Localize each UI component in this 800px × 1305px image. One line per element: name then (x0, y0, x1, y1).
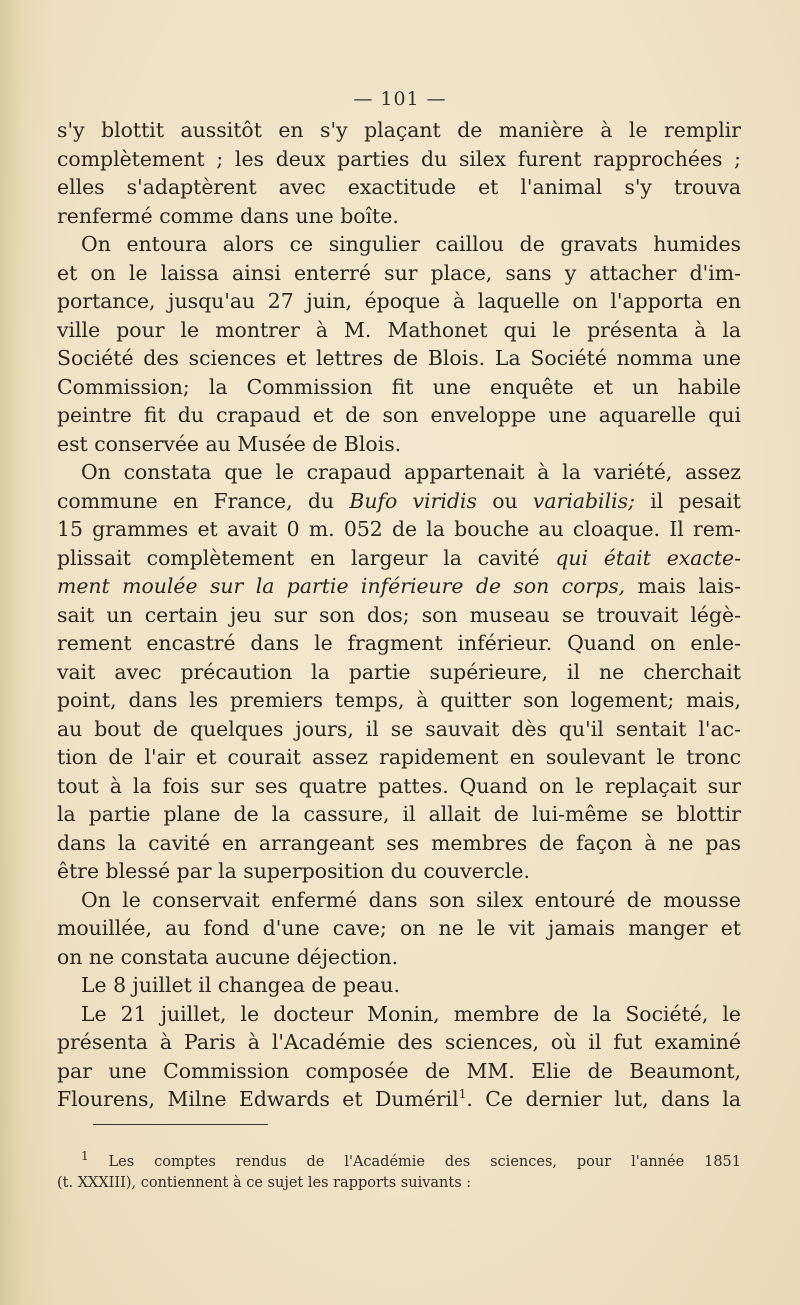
text-line: Le 21 juillet, le docteur Monin, membre de la Société, le (81, 1001, 741, 1026)
text-line: portance, jusqu'au 27 juin, époque à laquelle on l'apporta en (57, 289, 741, 313)
footnote-marker: 1 (81, 1149, 89, 1164)
text-segment: il pesait (634, 488, 742, 513)
text-line: est conservée au Musée de Blois. (57, 431, 402, 456)
italic-emphasis: qui était exacte- (555, 545, 741, 570)
text-line (57, 572, 741, 601)
italic-taxon: Bufo viridis (349, 488, 477, 513)
footnote-line: (t. XXXIII), contiennent à ce sujet les rapports suivants : (57, 1175, 472, 1191)
text-line: au bout de quelques jours, il se sauvait dès qu'il sentait l'ac- (57, 716, 741, 741)
text-line: peintre fit du crapaud et de son enveloppe une aquarelle qui (57, 403, 741, 427)
footnote-text: Les comptes rendus de l'Académie des sciences, pour l'année 1851 (108, 1154, 741, 1170)
page-number: — 101 — (353, 88, 447, 110)
text-line: tion de l'air et courait assez rapidement en soulevant le tronc (57, 745, 741, 769)
text-line: point, dans les premiers temps, à quitter son logement; mais, (57, 688, 741, 712)
text-line: elles s'adaptèrent avec exactitude et l'animal s'y trouva (57, 175, 741, 199)
italic-taxon: variabilis; (532, 488, 635, 513)
body-text (57, 116, 741, 1114)
footnote-line (57, 1149, 741, 1173)
text-line (57, 487, 741, 516)
text-line: présenta à Paris à l'Académie des sciences, où il fut examiné (57, 1030, 741, 1054)
text-line: on ne constata aucune déjection. (57, 944, 399, 969)
text-line: On entoura alors ce singulier caillou de gravats humides (81, 232, 741, 256)
footnote-reference: 1 (458, 1087, 467, 1102)
text-line: Le 8 juillet il changea de peau. (81, 973, 400, 997)
text-segment: ou (476, 488, 533, 513)
text-line: On constata que le crapaud appartenait à la variété, assez (81, 460, 741, 484)
text-line: être blessé par la superposition du couvercle. (57, 859, 530, 883)
text-line: sait un certain jeu sur son dos; son museau se trouvait légè- (57, 602, 741, 627)
text-line: ville pour le montrer à M. Mathonet qui le présenta à la (57, 317, 741, 342)
text-line: vait avec précaution la partie supérieure, il ne cherchait (57, 659, 741, 684)
text-line: 15 grammes et avait 0 m. 052 de la bouche au cloaque. Il rem- (57, 517, 741, 541)
text-line: tout à la fois sur ses quatre pattes. Quand on le replaçait sur (57, 773, 741, 798)
text-line: renfermé comme dans une boîte. (57, 203, 399, 228)
text-line: On le conservait enfermé dans son silex entouré de mousse (81, 887, 741, 912)
text-segment: plissait complètement en largeur la cavité (57, 545, 556, 570)
text-line: dans la cavité en arrangeant ses membres de façon à ne pas (57, 830, 741, 855)
text-segment: mais lais- (625, 574, 741, 598)
text-segment: Flourens, Milne Edwards et Duméril (57, 1087, 459, 1111)
text-segment: . Ce dernier lut, dans la (466, 1087, 741, 1111)
text-line: complètement ; les deux parties du silex furent rapprochées ; (57, 146, 741, 171)
text-line: et on le laissa ainsi enterré sur place, sans y attacher d'im- (57, 260, 741, 285)
italic-emphasis: ment moulée sur la partie inférieure de son corps, (57, 574, 626, 598)
text-line: rement encastré dans le fragment inférieur. Quand on enle- (57, 631, 741, 655)
footnote (57, 1149, 741, 1194)
text-line: Société des sciences et lettres de Blois. La Société nomma une (57, 346, 741, 370)
text-line: la partie plane de la cassure, il allait de lui-même se blottir (57, 802, 741, 826)
text-line (57, 1085, 741, 1114)
text-line (57, 544, 741, 573)
footnote-divider (93, 1124, 268, 1125)
text-line: Commission; la Commission fit une enquête et un habile (57, 374, 741, 399)
text-line: par une Commission composée de MM. Elie de Beaumont, (57, 1058, 741, 1083)
text-line: s'y blottit aussitôt en s'y plaçant de manière à le remplir (57, 118, 741, 142)
text-segment: commune en France, du (57, 488, 350, 513)
text-line: mouillée, au fond d'une cave; on ne le vit jamais manger et (57, 916, 741, 940)
